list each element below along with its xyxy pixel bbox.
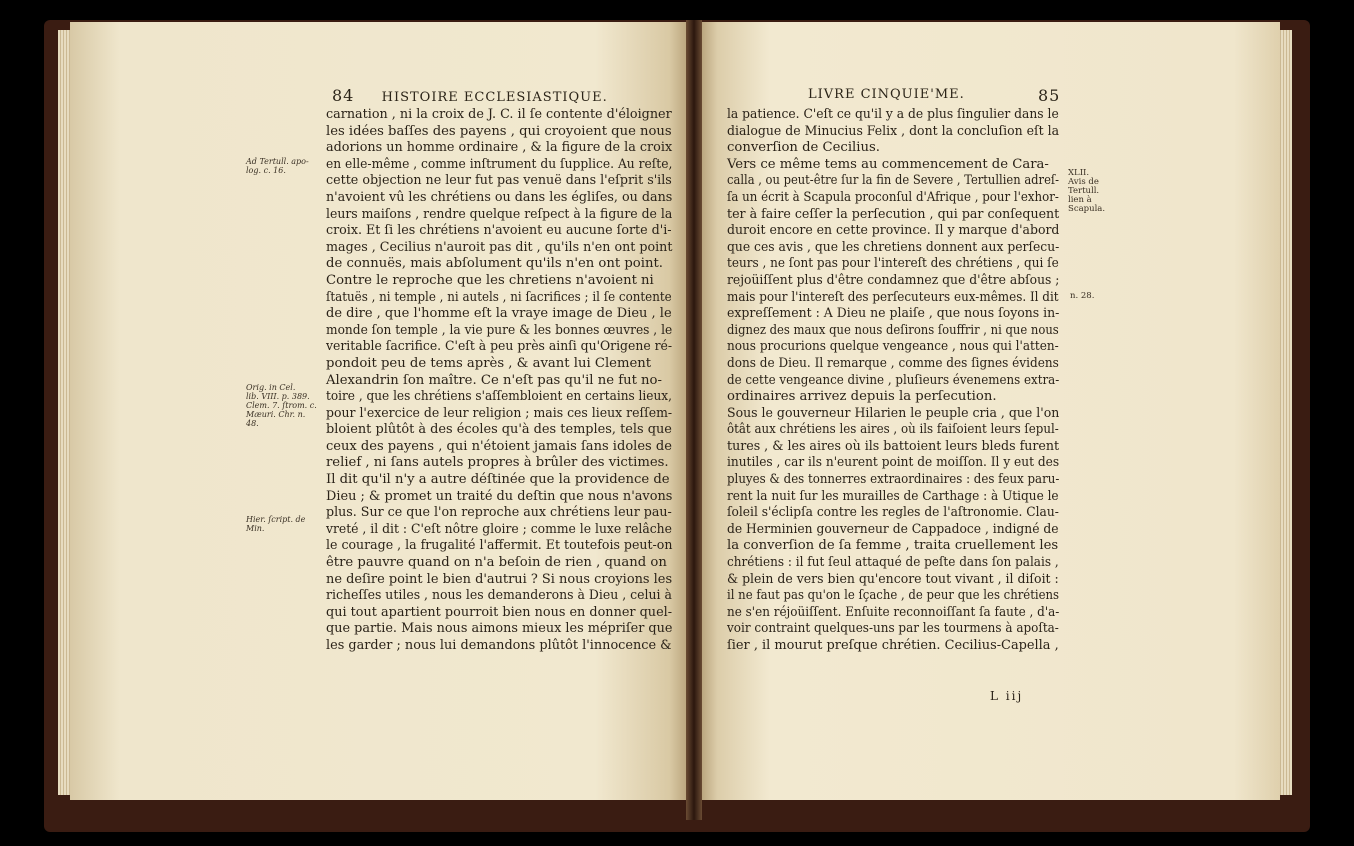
left-text-line: relief , ni ſans autels propres à brûler des victimes.	[326, 455, 669, 471]
right-text-line: mais pour l'intereſt des perſecuteurs eux-mêmes. Il dit	[727, 289, 1059, 305]
right-text-line: ſier , il mourut preſque chrétien. Cecilius-Capella ,	[727, 638, 1059, 653]
right-page-body	[727, 107, 1059, 655]
right-page-edges	[1278, 30, 1292, 795]
left-margin-note-3: Hier. ſcript. de Min.	[246, 515, 306, 533]
left-text-line: Alexandrin ſon maître. Ce n'eſt pas qu'il ne fut no-	[326, 372, 662, 388]
right-text-line: Sous le gouverneur Hilarien le peuple cria , que l'on	[727, 405, 1060, 421]
left-text-line: de dire , que l'homme eſt la vraye image de Dieu , le	[326, 306, 672, 322]
left-text-line: cette objection ne leur fut pas venuë dans l'eſprit s'ils	[326, 173, 672, 189]
left-text-line: les garder ; nous lui demandons plûtôt l'innocence &	[326, 638, 672, 653]
right-text-line: rent la nuit ſur les murailles de Carthage : à Utique le	[727, 488, 1059, 504]
left-text-line: Contre le reproche que les chretiens n'avoient ni	[326, 272, 654, 288]
right-text-line: la patience. C'eſt ce qu'il y a de plus ſingulier dans le	[727, 107, 1059, 122]
left-text-line: mages , Cecilius n'auroit pas dit , qu'ils n'en ont point	[326, 239, 673, 255]
book-gutter	[686, 20, 702, 820]
left-text-line: qui tout apartient pourroit bien nous en donner quel-	[326, 604, 673, 620]
left-margin-note-1: Ad Tertull. apo- log. c. 16.	[246, 157, 309, 175]
right-text-line: dialogue de Minucius Felix , dont la concluſion eſt la	[727, 123, 1060, 139]
right-text-line: de Herminien gouverneur de Cappadoce , indigné de	[727, 521, 1059, 537]
right-text-line: que ces avis , que les chretiens donnent aux perſecu-	[727, 239, 1060, 255]
left-text-line: toire , que les chrétiens s'aſſembloient en certains lieux,	[326, 389, 672, 405]
right-running-head	[808, 86, 965, 102]
left-text-line: être pauvre quand on n'a beſoin de rien , quand on	[326, 555, 667, 571]
right-text-line: & plein de vers bien qu'encore tout vivant , il diſoit :	[727, 571, 1059, 587]
left-text-line: richeſſes utiles , nous les demanderons à Dieu , celui à	[326, 588, 672, 604]
right-page-number: 85	[1038, 86, 1061, 105]
right-text-line: ter à faire ceſſer la perſecution , qui par conſequent	[727, 206, 1060, 222]
left-text-line: de connuës, mais abſolument qu'ils n'en ont point.	[326, 256, 663, 272]
left-text-line: en elle-même , comme inſtrument du ſupplice. Au reſte,	[326, 156, 673, 172]
right-text-line: voir contraint quelques-uns par les tourmens à apoſta-	[727, 621, 1059, 637]
right-text-line: ôtât aux chrétiens les aires , où ils faiſoient leurs ſepul-	[727, 422, 1059, 438]
left-text-line: plus. Sur ce que l'on reproche aux chrétiens leur pau-	[326, 505, 672, 521]
right-text-line: dignez des maux que nous deſirons ſouffrir , ni que nous	[727, 322, 1059, 338]
right-text-line: converſion de Cecilius.	[727, 140, 880, 156]
right-margin-note-2: n. 28.	[1070, 291, 1095, 301]
right-text-line: ne s'en réjoüiſſent. Enſuite reconnoiſſant ſa faute , d'a-	[727, 604, 1060, 620]
right-text-line: calla , ou peut-être ſur la fin de Severe , Tertullien adreſ-	[727, 173, 1060, 189]
left-text-line: les idées baſſes des payens , qui croyoient que nous	[326, 123, 672, 139]
left-margin-note-2: Orig. in Cel. lib. VIII. p. 389. Clem. 7. ſtrom. c. Mæuri. Chr. n. 48.	[246, 383, 317, 428]
left-text-line: leurs maiſons , rendre quelque reſpect à la figure de la	[326, 206, 673, 222]
right-text-line: de cette vengeance divine , pluſieurs évenemens extra-	[727, 372, 1060, 388]
right-text-line: duroit encore en cette province. Il y marque d'abord	[727, 223, 1060, 239]
right-text-line: tures , & les aires où ils battoient leurs bleds furent	[727, 438, 1060, 454]
right-text-line: ſa un écrit à Scapula proconſul d'Afrique , pour l'exhor-	[727, 189, 1059, 205]
right-text-line: ſoleil s'éclipſa contre les regles de l'aſtronomie. Clau-	[727, 505, 1059, 521]
left-page-body	[326, 107, 672, 655]
right-margin-note-1: XLII. Avis de Tertull. lien à Scapula.	[1068, 168, 1106, 214]
left-running-head	[332, 86, 608, 105]
left-text-line: pour l'exercice de leur religion ; mais ces lieux reſſem-	[326, 405, 673, 421]
right-text-line: ordinaires arrivez depuis la perſecution.	[727, 389, 997, 405]
left-text-line: adorions un homme ordinaire , & la figure de la croix	[326, 140, 673, 156]
left-text-line: Il dit qu'il n'y a autre déſtinée que la providence de	[326, 472, 670, 488]
right-text-line: inutiles , car ils n'eurent point de moiſſon. Il y eut des	[727, 455, 1060, 471]
right-text-line: chrétiens : il fut ſeul attaqué de peſte dans ſon palais ,	[727, 555, 1059, 571]
left-text-line: n'avoient vû les chrétiens ou dans les égliſes, ou dans	[326, 189, 673, 205]
right-text-line: il ne faut pas qu'on le ſçache , de peur que les chrétiens	[727, 588, 1060, 604]
left-text-line: Dieu ; & promet un traité du deſtin que nous n'avons	[326, 488, 673, 504]
right-text-line: rejoüiſſent plus d'être condamnez que d'être abſous ;	[727, 272, 1060, 288]
left-text-line: le courage , la frugalité l'affermit. Et toutefois peut-on	[326, 538, 673, 554]
left-text-line: croix. Et ſi les chrétiens n'avoient eu aucune ſorte d'i-	[326, 223, 672, 239]
left-text-line: que partie. Mais nous aimons mieux les mépriſer que	[326, 621, 673, 637]
left-running-title: HISTOIRE ECCLESIASTIQUE.	[381, 90, 608, 105]
right-text-line: dons de Dieu. Il remarque , comme des ſignes évidens	[727, 355, 1059, 371]
left-page-number: 84	[332, 86, 355, 105]
right-running-title: LIVRE CINQUIE'ME.	[808, 87, 965, 102]
left-text-line: carnation , ni la croix de J. C. il ſe contente d'éloigner	[326, 107, 672, 122]
left-text-line: ſtatuës , ni temple , ni autels , ni ſacrifices ; il ſe contente	[326, 289, 672, 305]
left-text-line: ne deſire point le bien d'autrui ? Si nous croyions les	[326, 571, 673, 587]
signature-mark: L iij	[990, 689, 1024, 703]
right-text-line: pluyes & des tonnerres extraordinaires : des feux paru-	[727, 472, 1060, 488]
left-text-line: vreté , il dit : C'eſt nôtre gloire ; comme le luxe relâche	[326, 521, 672, 537]
left-text-line: ceux des payens , qui n'étoient jamais ſans idoles de	[326, 438, 672, 454]
right-text-line: Vers ce même tems au commencement de Cara-	[727, 156, 1049, 172]
right-text-line: la converſion de ſa femme , traita cruellement les	[727, 538, 1059, 554]
left-text-line: veritable ſacrifice. C'eſt à peu près ainſi qu'Origene ré-	[326, 339, 673, 355]
right-text-line: expreſſement : A Dieu ne plaiſe , que nous ſoyons in-	[727, 306, 1060, 322]
left-text-line: pondoit peu de tems après , & avant lui Clement	[326, 355, 652, 371]
right-text-line: nous procurions quelque vengeance , nous qui l'atten-	[727, 339, 1059, 355]
left-text-line: monde ſon temple , la vie pure & les bonnes œuvres , le	[326, 322, 673, 338]
right-text-line: teurs , ne ſont pas pour l'intereſt des chrétiens , qui ſe	[727, 256, 1059, 272]
left-text-line: bloient plûtôt à des écoles qu'à des temples, tels que	[326, 422, 672, 438]
